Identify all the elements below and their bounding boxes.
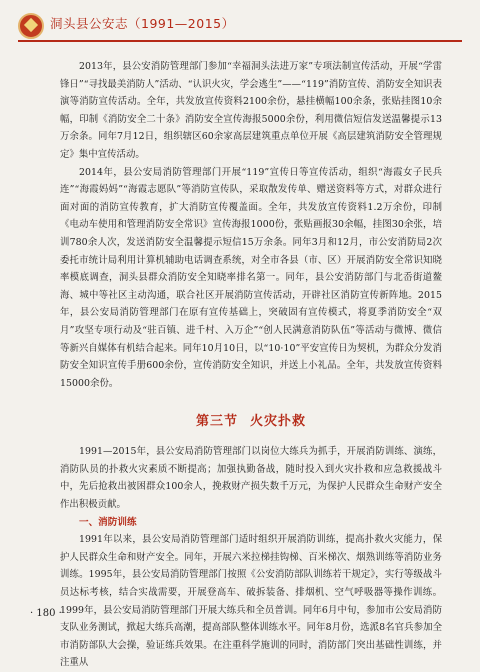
police-emblem-icon — [18, 13, 44, 39]
page-body — [60, 58, 442, 672]
running-title: 洞头县公安志（1991—2015） — [50, 16, 235, 31]
section-title: 火灾扑救 — [250, 414, 307, 430]
paragraph-section-intro: 1991—2015年，县公安局消防管理部门以岗位大练兵为抓手，开展消防训练、演练，消防队员的扑救火灾素质不断提高；加强执勤备战，随时投入到火灾扑救和应急救援战斗中，先后抢救出被困群众100余人，挽救财产损失数千万元，为保护人民群众生命财产安全作出积极贡献。 — [60, 446, 442, 511]
paragraph-2013: 2013年，县公安消防管理部门参加“幸福洞头法进万家”专项法制宣传活动，开展“学雷锋日”“寻找最美消防人”活动、“认识火灾，学会逃生”——“119”消防宣传、消防安全知识表演等消防宣传活动。全年，共发放宣传资料2100余份，悬挂横幅100余条，张贴挂图10余幅，印制《消防安全二十条》消防安全宣传海报5000余份，利用微信短信发送温馨提示13万余条。同年7月12日，组织辖区60余家高层建筑重点单位开展《高层建筑消防安全管理规定》集中宣传活动。 — [60, 61, 442, 160]
section-number: 第三节 — [195, 414, 238, 430]
section-heading — [60, 410, 442, 429]
subsection-heading: 一、消防训练 — [79, 516, 137, 528]
page-header — [0, 0, 480, 50]
paragraph-2014: 2014年，县公安局消防管理部门开展“119”宣传日等宣传活动，组织“海霞女子民兵连”“海霞妈妈”“海霞志愿队”等消防宣传队，采取散发传单、赠送资料等方式，对群众进行面对面的消防宣传教育，扩大消防宣传覆盖面。全年，共发放宣传资料1.2万余份，印制《电动车使用和管理消防安全常识》宣传海报1000份，张贴画报30余幅，挂图30余张，培训780余人次，发送消防安全温馨提示短信15万余条。同年3月和12月，市公安消防局2次委托市统计局利用计算机辅助电话调查系统，对全市各县（市、区）开展消防安全常识知晓率模底调查，洞头县群众消防安全知晓率排名第一。同年，县公安消防部门与北岙街道鳌海、城中等社区主动沟通，联合社区开展消防宣传活动，开辟社区消防宣传新阵地。2015年，县公安局消防管理部门在原有宣传基础上，突破固有宣传模式，将夏季消防安全“双月”攻坚专项行动及“驻百镇、进千村、入万企”“创人民满意消防队伍”等活动与微博、微信等新兴自媒体有机结合起来。同年10月10日，以“10·10”平安宣传日为契机，为群众分发消防安全知识宣传手册600余份，宣传消防安全知识，并送上小礼品。全年，共发放宣传资料15000余份。 — [60, 166, 442, 389]
header-rule — [18, 40, 462, 42]
page-number: · 180 · — [30, 608, 62, 619]
paragraph-training: 1991年以来，县公安局消防管理部门适时组织开展消防训练，提高扑救火灾能力，保护人民群众生命和财产安全。同年，开展六米拉梯挂钩梯、百米梯次、烟熟训练等消防业务训练。1995年，县公安局消防管理部门按照《公安消防部队训练若干规定》，实行等级战斗员达标考核，结合实战需要，开展登高车、破拆装备、排烟机、空气呼吸器等操作训练。1999年，县公安局消防管理部门开展大练兵和全员普训。同年6月中旬，参加市公安局消防支队业务测试，掀起大练兵高潮，提高部队整体训练水平。同年8月份，选派8名官兵参加全市消防部队大会操，验证练兵效果。在注重科学施训的同时，消防部门突出基础性训练，并注重从 — [60, 534, 442, 669]
